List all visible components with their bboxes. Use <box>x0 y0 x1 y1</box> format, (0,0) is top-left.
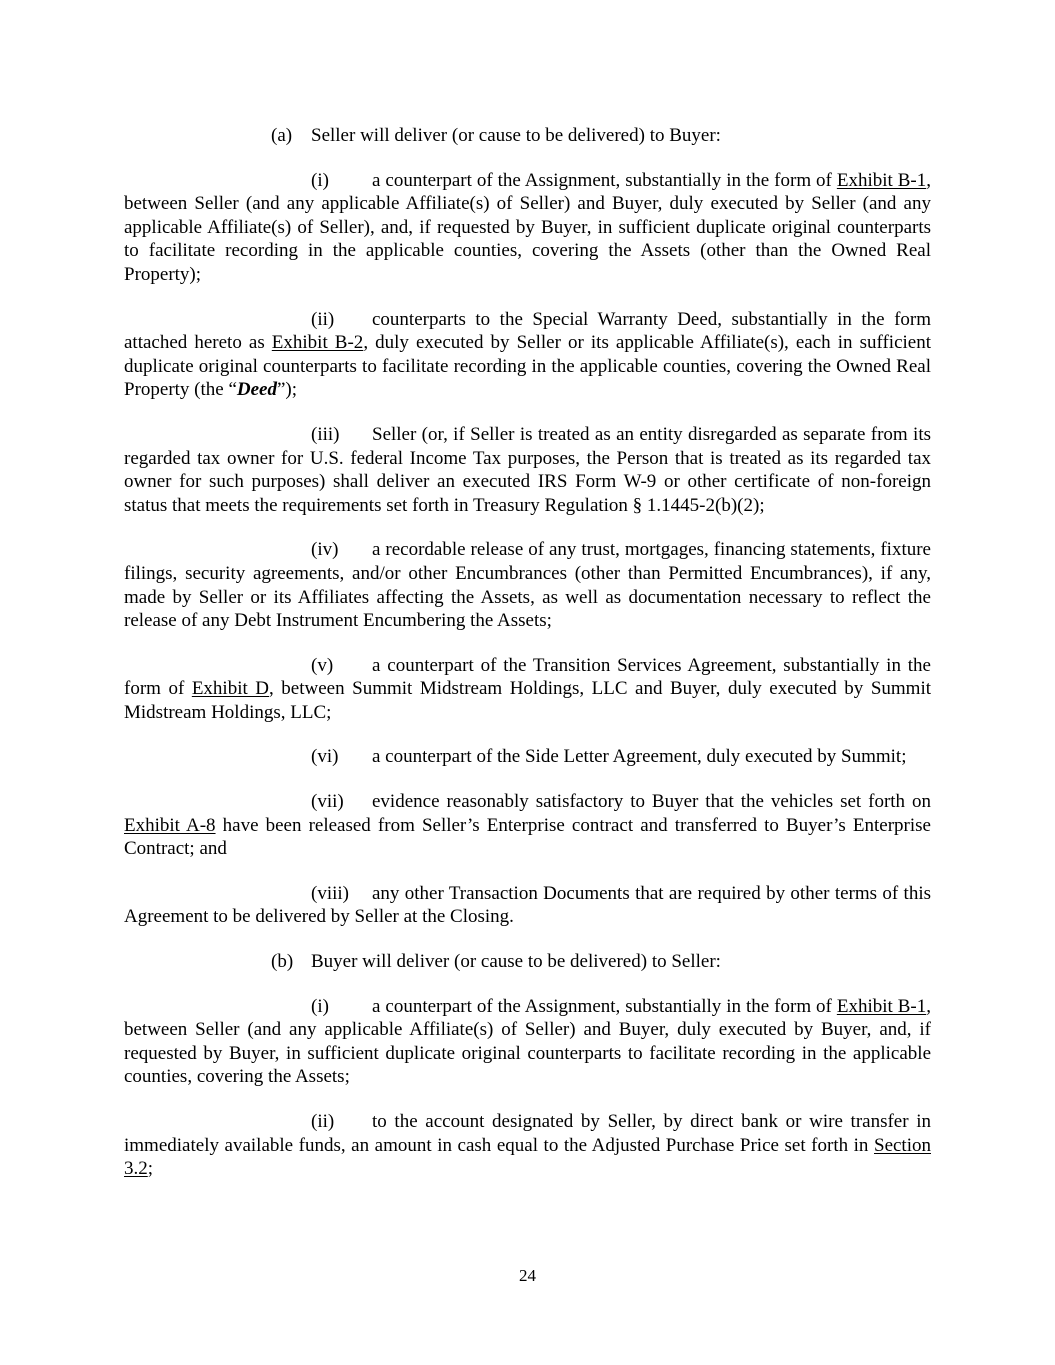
clause-text: ; <box>147 1158 154 1180</box>
clause-number: (v) <box>311 654 334 676</box>
exhibit-reference: Exhibit D <box>191 678 270 700</box>
exhibit-reference: Exhibit A-8 <box>124 814 216 836</box>
section-reference: Section 3.2 <box>124 1134 931 1180</box>
clause-text: , between Seller (and any applicable Affiliate(s) of Seller) and Buyer, duly executed by Seller (and any applicable Affiliate(s) of Seller), and, if requested by Buyer, in sufficient duplicate original counterparts to facilitate recording in the applicable counties, covering the Assets (other than the Owned Real Property); <box>124 169 931 285</box>
clause-a-viii <box>124 882 931 929</box>
clause-text: a recordable release of any trust, mortgages, financing statements, fixture filings, security agreements, and/or other Encumbrances (other than Permitted Encumbrances), if any, made by Seller or its Affiliates affecting the Assets, as well as documentation necessary to reflect the release of any Debt Instrument Encumbering the Assets; <box>124 539 931 632</box>
clause-b-ii <box>124 1110 931 1181</box>
clause-text: have been released from Seller’s Enterprise contract and transferred to Buyer’s Enterprise Contract; and <box>124 814 931 860</box>
exhibit-reference: Exhibit B-1 <box>836 169 927 191</box>
exhibit-reference: Exhibit B-2 <box>271 332 364 354</box>
clause-a-vii <box>124 790 931 861</box>
section-b-heading <box>124 950 931 974</box>
clause-text: Seller (or, if Seller is treated as an entity disregarded as separate from its regarded tax owner for U.S. federal Income Tax purposes, the Person that is treated as its regarded tax owner for such purposes) shall deliver an executed IRS Form W-9 or other certificate of non-foreign status that meets the requirements set forth in Treasury Regulation § 1.1445-2(b)(2); <box>124 423 931 516</box>
clause-text: a counterpart of the Side Letter Agreement, duly executed by Summit; <box>372 746 907 768</box>
clause-text: to the account designated by Seller, by direct bank or wire transfer in immediately available funds, an amount in cash equal to the Adjusted Purchase Price set forth in <box>124 1111 931 1156</box>
clause-number: (i) <box>311 169 329 191</box>
clause-a-v <box>124 654 931 725</box>
clause-a-ii <box>124 308 931 402</box>
defined-term: Deed <box>236 379 277 401</box>
clause-a-i <box>124 169 931 287</box>
clause-a-iii <box>124 423 931 517</box>
clause-text: , between Seller (and any applicable Affiliate(s) of Seller) and Buyer, duly executed by Buyer, and, if requested by Buyer, in sufficient duplicate original counterparts to facilitate recording in the applicable counties, covering the Assets; <box>124 995 931 1088</box>
section-a-label: (a) <box>271 125 293 146</box>
clause-a-vi <box>124 745 931 769</box>
clause-text: counterparts to the Special Warranty Deed, substantially in the form attached hereto as <box>124 308 931 354</box>
document-body <box>124 124 931 1202</box>
clause-number: (i) <box>311 995 329 1017</box>
clause-text: ”); <box>277 379 298 401</box>
clause-text: a counterpart of the Assignment, substantially in the form of <box>372 995 837 1017</box>
clause-text: evidence reasonably satisfactory to Buyer that the vehicles set forth on <box>372 791 931 813</box>
clause-number: (iv) <box>311 539 339 561</box>
clause-a-iv <box>124 538 931 632</box>
section-a-heading-text: Seller will deliver (or cause to be delivered) to Buyer: <box>311 125 721 146</box>
clause-text: , between Summit Midstream Holdings, LLC and Buyer, duly executed by Summit Midstream Holdings, LLC; <box>124 678 932 723</box>
clause-number: (ii) <box>311 308 335 330</box>
clause-text: , duly executed by Seller or its applicable Affiliate(s), each in sufficient duplicate original counterparts to facilitate recording in the applicable counties, covering the Owned Real Property (the “ <box>124 332 931 401</box>
clause-number: (ii) <box>311 1111 335 1132</box>
exhibit-reference: Exhibit B-1 <box>836 995 927 1017</box>
page-number: 24 <box>519 1266 536 1285</box>
clause-number: (vi) <box>311 746 339 768</box>
clause-number: (vii) <box>311 791 344 813</box>
section-b-label: (b) <box>271 951 294 973</box>
clause-text: a counterpart of the Transition Services Agreement, substantially in the form of <box>124 654 931 700</box>
section-a-heading <box>124 124 931 148</box>
clause-text: any other Transaction Documents that are required by other terms of this Agreement to be delivered by Seller at the Closing. <box>124 882 931 928</box>
clause-b-i <box>124 995 931 1089</box>
section-b-heading-text: Buyer will deliver (or cause to be delivered) to Seller: <box>311 951 721 973</box>
clause-number: (iii) <box>311 423 340 445</box>
clause-text: a counterpart of the Assignment, substantially in the form of <box>372 169 837 191</box>
clause-number: (viii) <box>311 882 349 904</box>
